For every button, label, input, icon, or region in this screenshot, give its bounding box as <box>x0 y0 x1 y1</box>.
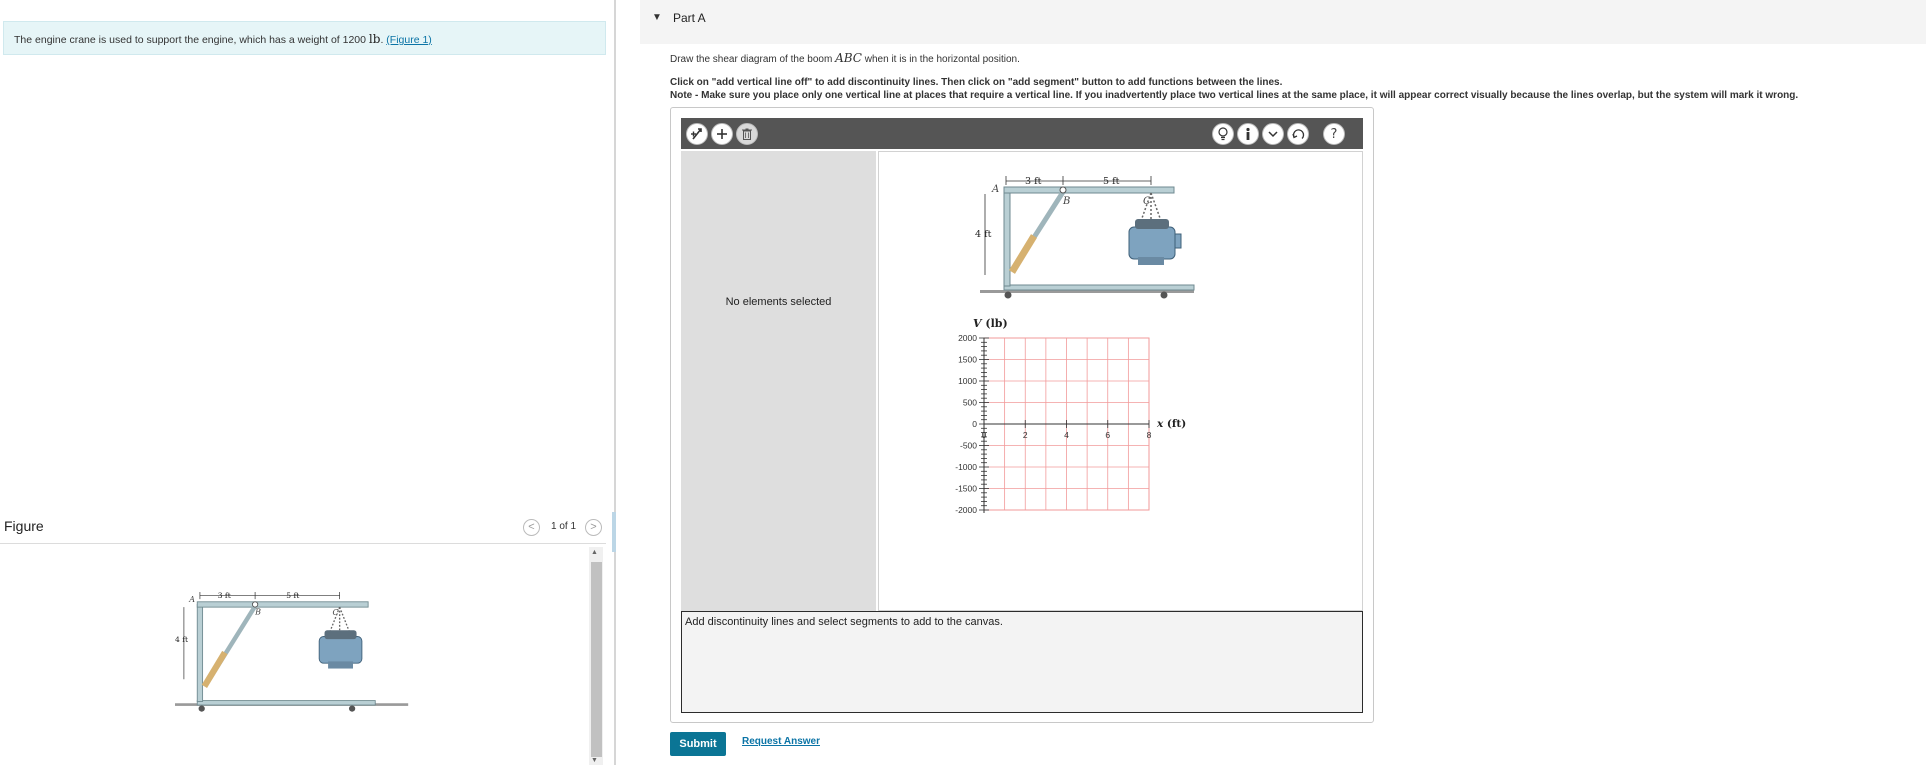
fig-label-c: C <box>332 608 339 618</box>
x-axis-ticks <box>982 420 1152 440</box>
figure-scrollbar[interactable] <box>589 547 603 765</box>
y-tick-label: 2000 <box>958 333 977 343</box>
x-axis-label: x (ft) <box>1157 418 1187 430</box>
fig-dim-height: 4 ft <box>175 634 189 644</box>
scroll-thumb[interactable] <box>591 562 602 757</box>
instructions <box>670 50 1920 102</box>
problem-statement <box>3 21 606 55</box>
y-tick-label: -1000 <box>955 462 977 472</box>
part-header[interactable] <box>640 0 1926 44</box>
x-tick-label: 8 <box>1146 430 1152 440</box>
graphing-tool <box>670 107 1374 723</box>
shear-graph <box>955 317 1186 515</box>
request-answer-link[interactable]: Request Answer <box>742 736 820 747</box>
canvas-label-c: C <box>1143 196 1151 207</box>
submit-button[interactable]: Submit <box>670 732 726 756</box>
x-tick-label: 6 <box>1105 430 1111 440</box>
canvas-dim-height: 4 ft <box>975 229 992 240</box>
collapse-toggle-icon[interactable]: ▼ <box>652 12 662 23</box>
help-icon[interactable]: ? <box>1323 123 1345 145</box>
crane-figure <box>175 592 415 724</box>
lightbulb-icon[interactable] <box>1212 123 1234 145</box>
instruction-draw: Draw the shear diagram of the boom ABC when it is in the horizontal position. <box>670 51 1020 65</box>
panel-divider-handle[interactable] <box>612 512 616 552</box>
next-figure-button[interactable]: > <box>585 519 602 536</box>
vertical-line-icon[interactable] <box>686 123 708 145</box>
part-title: Part A <box>673 11 706 25</box>
status-area <box>681 611 1363 713</box>
canvas-label-b: B <box>1063 196 1071 207</box>
figure-page-indicator: 1 of 1 <box>551 521 577 532</box>
x-tick-label: 4 <box>1064 430 1069 440</box>
fig-dim-bc: 5 ft <box>286 592 300 601</box>
weight-unit: lb <box>368 32 381 46</box>
y-tick-label: 0 <box>972 419 977 429</box>
canvas-crane-figure <box>975 176 1194 299</box>
plus-icon[interactable] <box>711 123 733 145</box>
instruction-note: Note - Make sure you place only one vertical line at places that require a vertical line. If you inadvertently place two vertical lines at the same place, it will appear correct visually because the lines overlap, but the system will mark it wrong. <box>670 90 1799 101</box>
problem-text: The engine crane is used to support the engine, which has a weight of 1200 <box>14 34 369 46</box>
left-panel <box>0 0 616 765</box>
fig-label-a: A <box>189 594 196 604</box>
trash-icon[interactable] <box>736 123 758 145</box>
y-tick-label: 1500 <box>958 354 977 365</box>
boom-label: ABC <box>835 51 862 65</box>
figure-header <box>0 512 606 544</box>
x-tick-label: 2 <box>1022 430 1028 440</box>
y-tick-label: 500 <box>962 397 977 408</box>
canvas-dim-bc: 5 ft <box>1103 176 1120 187</box>
reset-icon[interactable] <box>1287 123 1309 145</box>
previous-figure-button[interactable]: < <box>523 519 540 536</box>
canvas-svg <box>879 152 1362 610</box>
scroll-down-arrow-icon[interactable]: ▼ <box>591 757 598 764</box>
instruction-click: Click on "add vertical line off" to add discontinuity lines. Then click on "add segment" button to add functions between the lines. <box>670 77 1283 88</box>
y-tick-label: 1000 <box>958 376 977 386</box>
canvas-label-a: A <box>992 184 1000 195</box>
canvas-dim-ab: 3 ft <box>1025 176 1042 187</box>
no-elements-message: No elements selected <box>725 296 832 308</box>
y-tick-label: -1500 <box>955 483 977 494</box>
figure-title: Figure <box>4 518 44 534</box>
element-properties-panel <box>681 151 876 611</box>
figure-link[interactable]: (Figure 1) <box>386 34 432 46</box>
y-tick-label: -2000 <box>955 505 977 515</box>
fig-label-b: B <box>255 607 261 617</box>
info-icon[interactable] <box>1237 123 1259 145</box>
y-tick-label: -500 <box>959 440 977 451</box>
drawing-canvas[interactable] <box>878 151 1363 611</box>
panel-divider[interactable] <box>614 0 616 765</box>
status-message: Add discontinuity lines and select segments to add to the canvas. <box>685 616 1003 628</box>
y-axis-label: V (lb) <box>973 317 1008 330</box>
problem-text-end: . <box>380 34 387 46</box>
x-tick-label: 0 <box>981 430 987 440</box>
tool-toolbar <box>681 118 1363 149</box>
chevron-down-icon[interactable] <box>1262 123 1284 145</box>
fig-dim-ab: 3 ft <box>217 592 231 601</box>
scroll-up-arrow-icon[interactable]: ▲ <box>591 549 598 556</box>
